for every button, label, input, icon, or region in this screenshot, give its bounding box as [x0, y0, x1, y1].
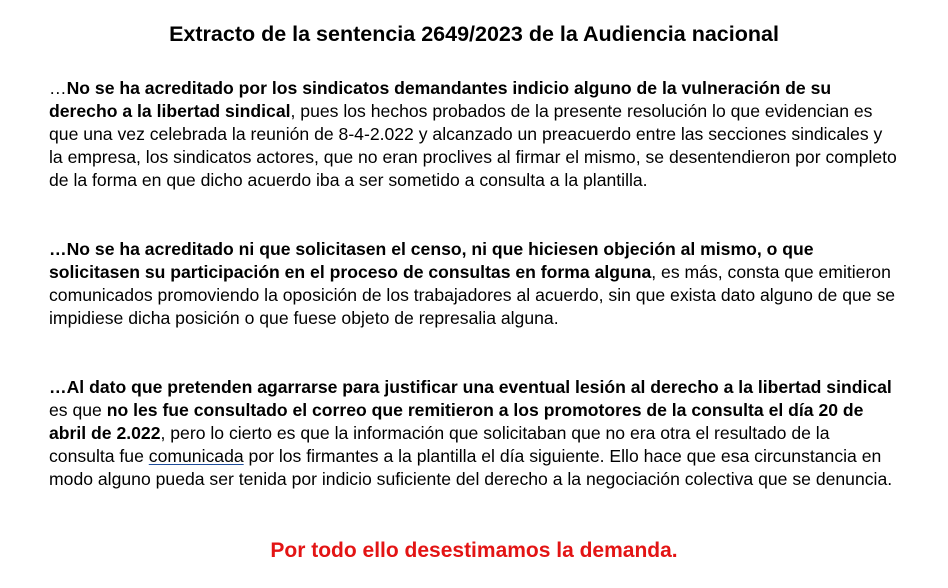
- document-title: Extracto de la sentencia 2649/2023 de la Audiencia nacional: [169, 22, 779, 46]
- bold-text: no les fue consultado el correo que remitieron a los promotores de la consulta el día 20 de abril de 2.022: [49, 400, 864, 443]
- bold-text: …No se ha acreditado ni que solicitasen el censo, ni que hiciesen objeción al mismo, o que solicitasen su participación en el proceso de consultas en forma alguna: [49, 239, 814, 282]
- body-text: es que: [49, 400, 107, 420]
- paragraph-3: [49, 376, 897, 491]
- body-text: por los firmantes a la plantilla el día siguiente. Ello hace que esa circunstancia en modo alguno pueda ser tenida por indicio suficiente del derecho a la negociación colectiva que se denuncia.: [49, 446, 893, 489]
- conclusion-text: Por todo ello desestimamos la demanda.: [270, 539, 678, 562]
- bold-text: No se ha acreditado por los sindicatos demandantes indicio alguno de la vulneración de su derecho a la libertad sindical: [49, 78, 832, 121]
- body-text: , pues los hechos probados de la presente resolución lo que evidencian es que una vez celebrada la reunión de 8-4-2.022 y alcanzado un preacuerdo entre las secciones sindicales y la empresa, los sindicatos actores, que no eran proclives al firmar el mismo, se desentendieron por completo de la forma en que dicho acuerdo iba a ser sometido a consulta a la plantilla.: [49, 101, 897, 190]
- body-text: , pero lo cierto es que la información que solicitaban que no era otra el resultado de la consulta fue: [49, 423, 830, 466]
- paragraph-1: [49, 77, 897, 192]
- bold-text: …Al dato que pretenden agarrarse para justificar una eventual lesión al derecho a la libertad sindical: [49, 377, 892, 397]
- ellipsis-text: …: [49, 78, 67, 98]
- paragraph-2: [49, 238, 897, 330]
- underlined-word: comunicada: [148, 446, 244, 466]
- body-text: , es más, consta que emitieron comunicados promoviendo la oposición de los trabajadores al acuerdo, sin que exista dato alguno de que se impidiese dicha posición o que fuese objeto de represalia alguna.: [49, 262, 896, 328]
